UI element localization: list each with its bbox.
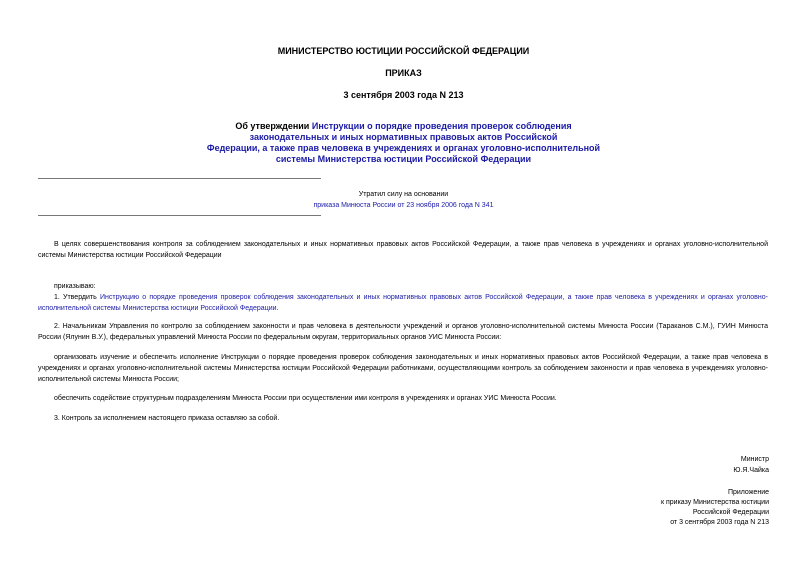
item-2b: обеспечить содействие структурным подразделениям Минюста России при осуществлении ими контроля в учреждениях и органах УИС Минюста России. <box>54 395 557 402</box>
repeal-note: Утратил силу на основании <box>358 191 449 198</box>
appendix-line-2: к приказу Министерства юстиции <box>660 499 769 506</box>
order-word: приказываю: <box>54 283 96 290</box>
instruction-link-line3[interactable]: Федерации, а также прав человека в учреждениях и органах уголовно-исполнительной <box>206 143 601 153</box>
instruction-link[interactable]: Инструкции о порядке проведения проверок соблюдения <box>311 121 572 131</box>
item-1-prefix: 1. Утвердить <box>54 294 100 301</box>
document-title <box>150 121 657 165</box>
doc-type-heading: ПРИКАЗ <box>385 68 422 78</box>
item-1-suffix: . <box>276 305 279 312</box>
instruction-link-line2[interactable]: законодательных и иных нормативных правовых актов Российской <box>249 132 558 142</box>
item-2: 2. Начальникам Управления по контролю за соблюдением законности и прав человека в деятельности учреждений и органов уголовно-исполнительной системы Минюста России (Тараканов С.М.), ГУИН Минюста России (Ялунин В.У.), федеральных управлений Минюста России по федеральным округам, территориальных органов УИС Минюста России: <box>38 323 768 341</box>
date-number-heading: 3 сентября 2003 года N 213 <box>343 90 464 100</box>
signature-name: Ю.Я.Чайка <box>733 467 769 474</box>
divider-top <box>38 178 321 179</box>
appendix-line-3: Российской Федерации <box>692 509 769 516</box>
title-prefix: Об утверждении <box>235 121 312 131</box>
appendix-line-1: Приложение <box>727 489 769 496</box>
intro-paragraph: В целях совершенствования контроля за соблюдением законодательных и иных нормативных правовых актов Российской Федерации, а также прав человека в учреждениях и органах уголовно-исполнительной системы Министерства юстиции Российской Федерации <box>38 241 768 259</box>
item-1 <box>38 292 768 314</box>
appendix-line-4: от 3 сентября 2003 года N 213 <box>670 519 769 526</box>
signature-position: Министр <box>740 456 769 463</box>
item-1-instruction-link[interactable]: Инструкцию о порядке проведения проверок соблюдения законодательных и иных нормативных правовых актов Российской Федерации, а также прав человека в учреждениях и органах уголовно-исполнительной системы Министерства юстиции Российской Федерации <box>38 294 768 312</box>
instruction-link-line4[interactable]: системы Министерства юстиции Российской Федерации <box>275 154 532 164</box>
repeal-link[interactable]: приказа Минюста России от 23 ноября 2006 года N 341 <box>313 202 494 209</box>
item-3: 3. Контроль за исполнением настоящего приказа оставляю за собой. <box>54 415 280 422</box>
ministry-heading: МИНИСТЕРСТВО ЮСТИЦИИ РОССИЙСКОЙ ФЕДЕРАЦИИ <box>277 46 530 56</box>
item-2a: организовать изучение и обеспечить исполнение Инструкции о порядке проведения проверок соблюдения законодательных и иных нормативных правовых актов Российской Федерации, а также прав человека в учреждениях и органах уголовно-исполнительной системы Министерства юстиции Российской Федерации работниками, осуществляющими контроль за соблюдением законности и прав человека в учреждениях уголовно-исполнительной системы Минюста России; <box>38 354 768 383</box>
divider-bottom <box>38 215 321 216</box>
